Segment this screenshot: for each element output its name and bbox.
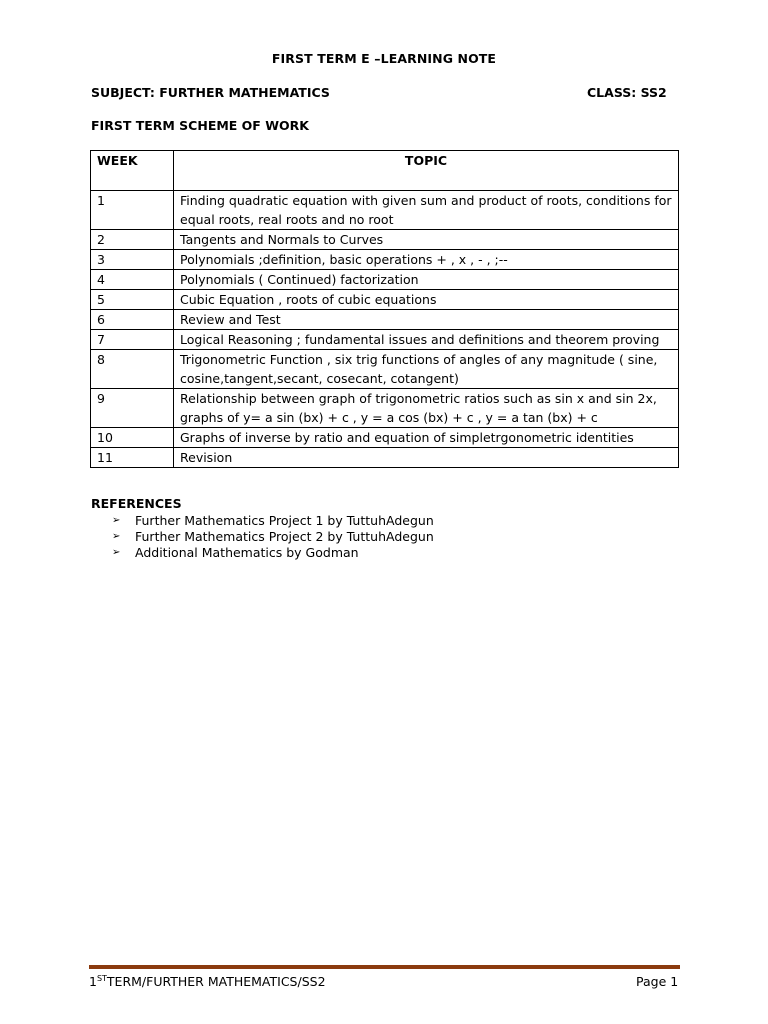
topic-cell: Trigonometric Function , six trig functions of angles of any magnitude ( sine, cosine,tangent,secant, cosecant, cotangent) [174, 350, 679, 389]
topic-cell: Tangents and Normals to Curves [174, 230, 679, 250]
table-row [91, 350, 679, 389]
week-cell: 11 [91, 448, 174, 468]
page-title: FIRST TERM E –LEARNING NOTE [271, 51, 497, 66]
topic-cell: Logical Reasoning ; fundamental issues and definitions and theorem proving [174, 330, 679, 350]
week-cell: 3 [91, 250, 174, 270]
week-cell: 2 [91, 230, 174, 250]
topic-cell: Review and Test [174, 310, 679, 330]
table-row [91, 230, 679, 250]
table-row [91, 310, 679, 330]
reference-text: Additional Mathematics by Godman [135, 545, 359, 560]
table-row [91, 191, 679, 230]
references-heading: REFERENCES [91, 496, 182, 511]
page-number: Page 1 [636, 974, 679, 989]
table-row [91, 330, 679, 350]
table-row [91, 290, 679, 310]
footer-divider [89, 965, 680, 969]
arrow-bullet-icon: ➢ [112, 547, 121, 558]
subject-label: SUBJECT: FURTHER MATHEMATICS [91, 85, 330, 100]
reference-text: Further Mathematics Project 2 by TuttuhAdegun [135, 529, 434, 544]
table-row [91, 428, 679, 448]
scheme-heading: FIRST TERM SCHEME OF WORK [91, 118, 309, 133]
topic-column-header: TOPIC [174, 151, 679, 191]
reference-text: Further Mathematics Project 1 by TuttuhAdegun [135, 513, 434, 528]
arrow-bullet-icon: ➢ [112, 515, 121, 526]
table-row [91, 270, 679, 290]
week-cell: 9 [91, 389, 174, 428]
list-item [112, 513, 434, 529]
week-cell: 6 [91, 310, 174, 330]
table-row [91, 448, 679, 468]
footer-rest: TERM/FURTHER MATHEMATICS/SS2 [106, 974, 326, 990]
list-item [112, 545, 434, 561]
class-label: CLASS: SS2 [587, 85, 667, 100]
week-cell: 7 [91, 330, 174, 350]
scheme-of-work-table [90, 150, 679, 468]
week-cell: 5 [91, 290, 174, 310]
topic-cell: Cubic Equation , roots of cubic equations [174, 290, 679, 310]
topic-cell: Finding quadratic equation with given sum and product of roots, conditions for equal roots, real roots and no root [174, 191, 679, 230]
table-header-row [91, 151, 679, 191]
table-row [91, 389, 679, 428]
week-cell: 4 [91, 270, 174, 290]
footer-superscript: ST [96, 974, 107, 983]
week-column-header: WEEK [91, 151, 174, 191]
references-list [112, 513, 434, 561]
footer-label [89, 974, 326, 989]
topic-cell: Revision [174, 448, 679, 468]
week-cell: 1 [91, 191, 174, 230]
topic-cell: Relationship between graph of trigonometric ratios such as sin x and sin 2x, graphs of y= a sin (bx) + c , y = a cos (bx) + c , y = a tan (bx) + c [174, 389, 679, 428]
table-row [91, 250, 679, 270]
list-item [112, 529, 434, 545]
arrow-bullet-icon: ➢ [112, 531, 121, 542]
week-cell: 8 [91, 350, 174, 389]
topic-cell: Polynomials ;definition, basic operations + , x , - , ;-- [174, 250, 679, 270]
footer-prefix: 1 [89, 974, 97, 990]
topic-cell: Polynomials ( Continued) factorization [174, 270, 679, 290]
week-cell: 10 [91, 428, 174, 448]
topic-cell: Graphs of inverse by ratio and equation of simpletrgonometric identities [174, 428, 679, 448]
